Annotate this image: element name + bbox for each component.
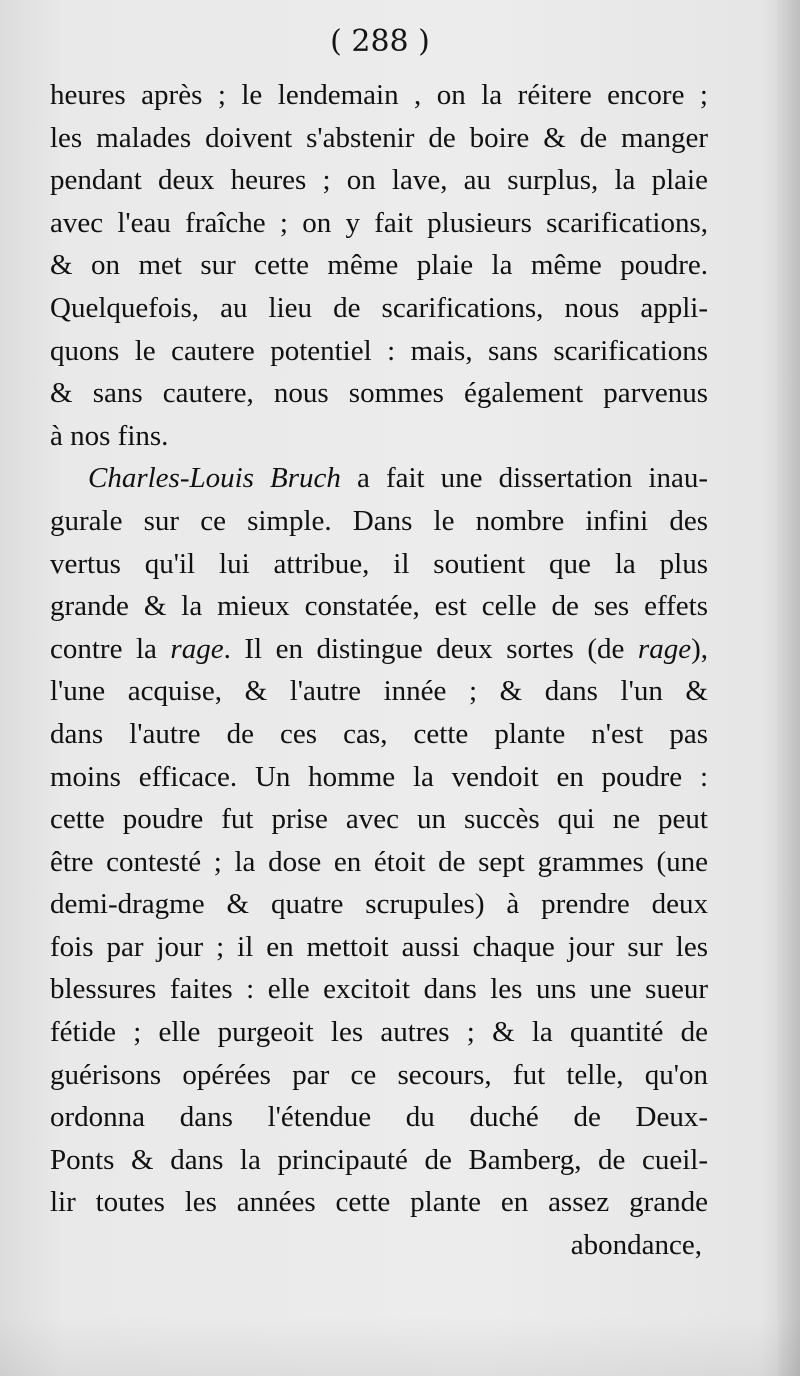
text-line: vertus qu'il lui attribue, il soutient que la plus xyxy=(50,547,708,580)
text-line: fois par jour ; il en mettoit aussi chaque jour sur les xyxy=(50,930,708,963)
text-line: blessures faites : elle excitoit dans les uns une sueur xyxy=(50,973,708,1006)
italic-term: rage xyxy=(170,632,224,665)
text-line: les malades doivent s'abstenir de boire & de manger xyxy=(50,121,708,154)
text-line: lir toutes les années cette plante en assez grande xyxy=(50,1186,708,1219)
text-line: grande & la mieux constatée, est celle de ses effets xyxy=(50,590,708,623)
text-line: heures après ; le lendemain , on la réitere encore ; xyxy=(50,79,708,111)
catchword: abondance, xyxy=(570,1229,702,1262)
text-line: moins efficace. Un homme la vendoit en poudre : xyxy=(50,760,708,793)
text-line: & on met sur cette même plaie la même poudre. xyxy=(50,249,708,282)
text-line: gurale sur ce simple. Dans le nombre infini des xyxy=(50,504,708,537)
text-line: ordonna dans l'étendue du duché de Deux- xyxy=(50,1101,708,1134)
text-line: guérisons opérées par ce secours, fut telle, qu'on xyxy=(50,1058,708,1091)
italic-term: rage xyxy=(637,632,692,665)
text-line: demi-dragme & quatre scrupules) à prendre deux xyxy=(50,888,708,921)
text-line: cette poudre fut prise avec un succès qui ne peut xyxy=(50,803,708,836)
page-bottom-shade xyxy=(0,1316,800,1376)
text-line: pendant deux heures ; on lave, au surplus, la plaie xyxy=(50,164,708,197)
text-line: contre la rage. Il en distingue deux sortes (de rage), xyxy=(50,632,708,665)
body-text xyxy=(50,74,708,1267)
text-line: à nos fins. xyxy=(50,419,169,452)
text-line: Charles-Louis Bruch a fait une dissertation inau- xyxy=(88,462,708,495)
text-line: dans l'autre de ces cas, cette plante n'est pas xyxy=(50,717,708,750)
text-line: quons le cautere potentiel : mais, sans scarifications xyxy=(50,334,708,367)
text-line: fétide ; elle purgeoit les autres ; & la quantité de xyxy=(50,1016,708,1049)
text-line: avec l'eau fraîche ; on y fait plusieurs scarifications, xyxy=(50,206,708,239)
text-line: l'une acquise, & l'autre innée ; & dans l'un & xyxy=(50,675,708,708)
page-number: ( 288 ) xyxy=(330,24,430,59)
italic-term: Charles-Louis Bruch xyxy=(88,462,341,495)
text-line: Quelquefois, au lieu de scarifications, nous appli- xyxy=(50,291,708,324)
text-line: & sans cautere, nous sommes également parvenus xyxy=(50,377,708,410)
text-line: Ponts & dans la principauté de Bamberg, de cueil- xyxy=(50,1143,708,1176)
page-edge-shadow xyxy=(778,0,800,1376)
text-line: être contesté ; la dose en étoit de sept grammes (une xyxy=(50,845,708,878)
